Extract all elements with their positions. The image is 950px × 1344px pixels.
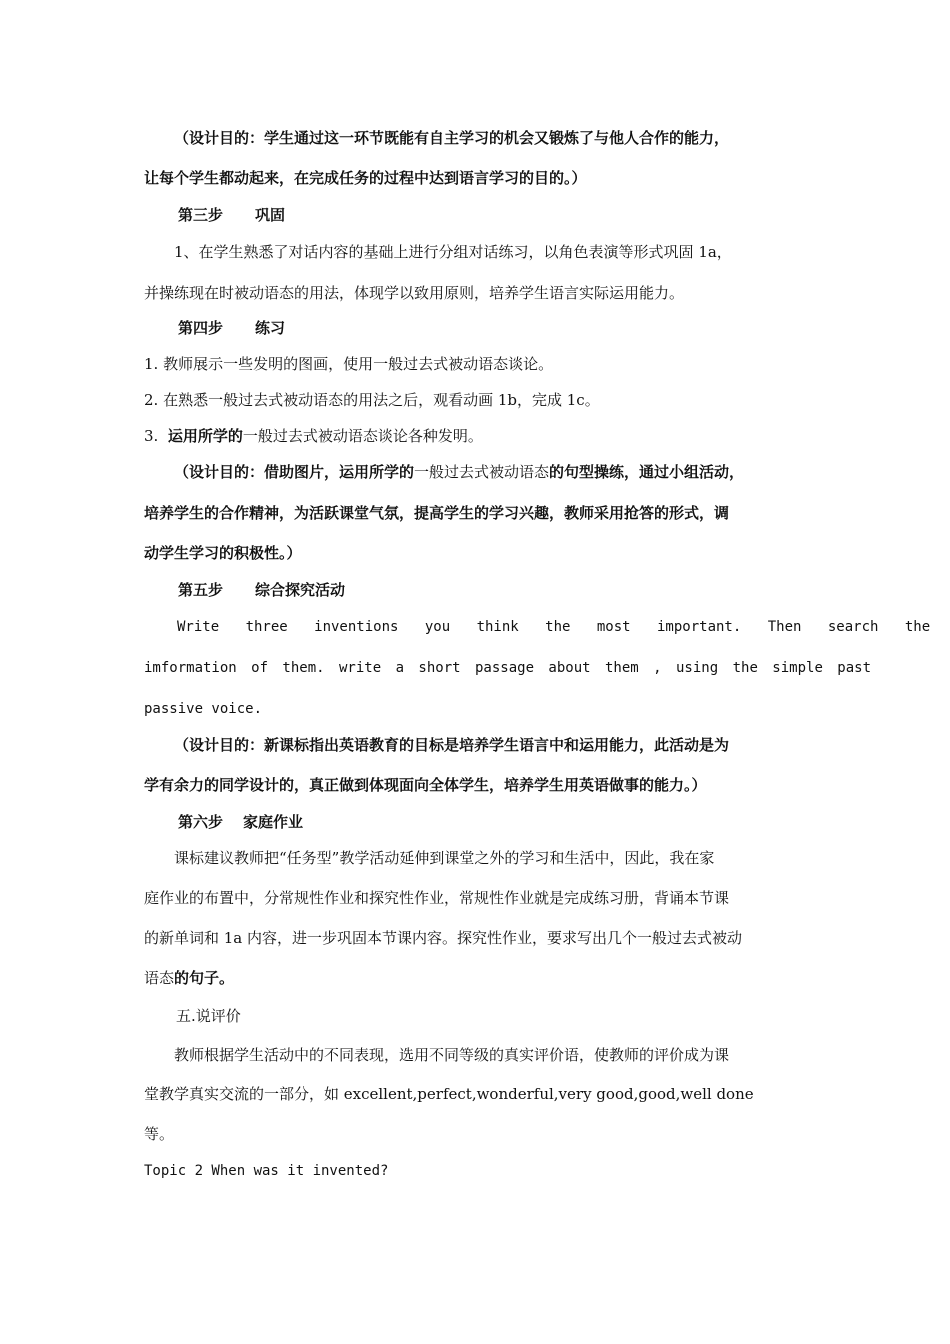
step6-text-line2: 庭作业的布置中，分常规性作业和探究性作业，常规性作业就是完成练习册，背诵本节课 (144, 889, 730, 907)
dp2-part-c: 的句型操练，通过小组活动， (549, 463, 745, 481)
step6-line4-b: 的句子。 (174, 969, 235, 987)
step3-text-line2: 并操练现在时被动语态的用法，体现学以致用原则，培养学生语言实际运用能力。 (144, 284, 685, 302)
step5-heading (178, 580, 345, 600)
step3-label: 第三步 (178, 206, 224, 224)
step5-title: 综合探究活动 (255, 581, 346, 599)
step4-item-1: 1. 教师展示一些发明的图画，使用一般过去式被动语态谈论。 (144, 355, 554, 373)
design-purpose-3-line1: （设计目的：新课标指出英语教育的目标是培养学生语言中和运用能力，此活动是为 (174, 736, 730, 754)
section5-title: 五.说评价 (176, 1007, 241, 1025)
step3-title: 巩固 (255, 206, 286, 224)
section5-text-line3: 等。 (144, 1125, 175, 1143)
section5-text-line2: 堂教学真实交流的一部分，如 excellent,perfect,wonderful,very good,good,well done (144, 1085, 754, 1103)
step5-text-line1: Write three inventions you think the most important. Then search the (177, 619, 931, 635)
step5-text-line2: imformation of them. write a short passage about them , using the simple past (144, 660, 872, 676)
step4-item-3-num: 3. (144, 427, 159, 445)
step5-label: 第五步 (178, 581, 224, 599)
step4-heading (178, 318, 285, 338)
step4-item-3 (144, 426, 483, 446)
step4-item-3-rest: 一般过去式被动语态谈论各种发明。 (242, 427, 483, 445)
step6-text-line1: 课标建议教师把“任务型”教学活动延伸到课堂之外的学习和生活中，因此，我在家 (174, 849, 715, 867)
step4-item-2: 2. 在熟悉一般过去式被动语态的用法之后，观看动画 1b，完成 1c。 (144, 391, 600, 409)
step6-heading (178, 812, 303, 832)
design-purpose-2-line3: 动学生学习的积极性。） (144, 544, 302, 562)
dp2-part-a: （设计目的：借助图片，运用所学的 (174, 463, 415, 481)
step4-label: 第四步 (178, 319, 224, 337)
design-purpose-1-line1: （设计目的：学生通过这一环节既能有自主学习的机会又锻炼了与他人合作的能力， (174, 129, 730, 147)
step6-line4-a: 语态 (144, 969, 175, 987)
topic-title: Topic 2 When was it invented? (144, 1163, 389, 1179)
step3-text-line1: 1、在学生熟悉了对话内容的基础上进行分组对话练习，以角色表演等形式巩固 1a， (174, 243, 732, 261)
design-purpose-2-line2: 培养学生的合作精神，为活跃课堂气氛，提高学生的学习兴趣，教师采用抢答的形式，调 (144, 504, 730, 522)
design-purpose-1-line2: 让每个学生都动起来，在完成任务的过程中达到语言学习的目的。） (144, 169, 587, 187)
step4-item-3-bold: 运用所学的 (167, 427, 243, 445)
step6-text-line4 (144, 968, 234, 988)
step4-title: 练习 (255, 319, 286, 337)
section5-text-line1: 教师根据学生活动中的不同表现，选用不同等级的真实评价语，使教师的评价成为课 (174, 1046, 730, 1064)
design-purpose-3-line2: 学有余力的同学设计的，真正做到体现面向全体学生，培养学生用英语做事的能力。） (144, 776, 707, 794)
design-purpose-2-line1 (174, 462, 744, 482)
step6-label: 第六步 (178, 813, 224, 831)
dp2-part-b: 一般过去式被动语态 (414, 463, 550, 481)
step5-text-line3: passive voice. (144, 701, 263, 717)
step6-text-line3: 的新单词和 1a 内容，进一步巩固本节课内容。探究性作业，要求写出几个一般过去式被动 (144, 929, 743, 947)
step6-title: 家庭作业 (243, 813, 304, 831)
step3-heading (178, 205, 285, 225)
